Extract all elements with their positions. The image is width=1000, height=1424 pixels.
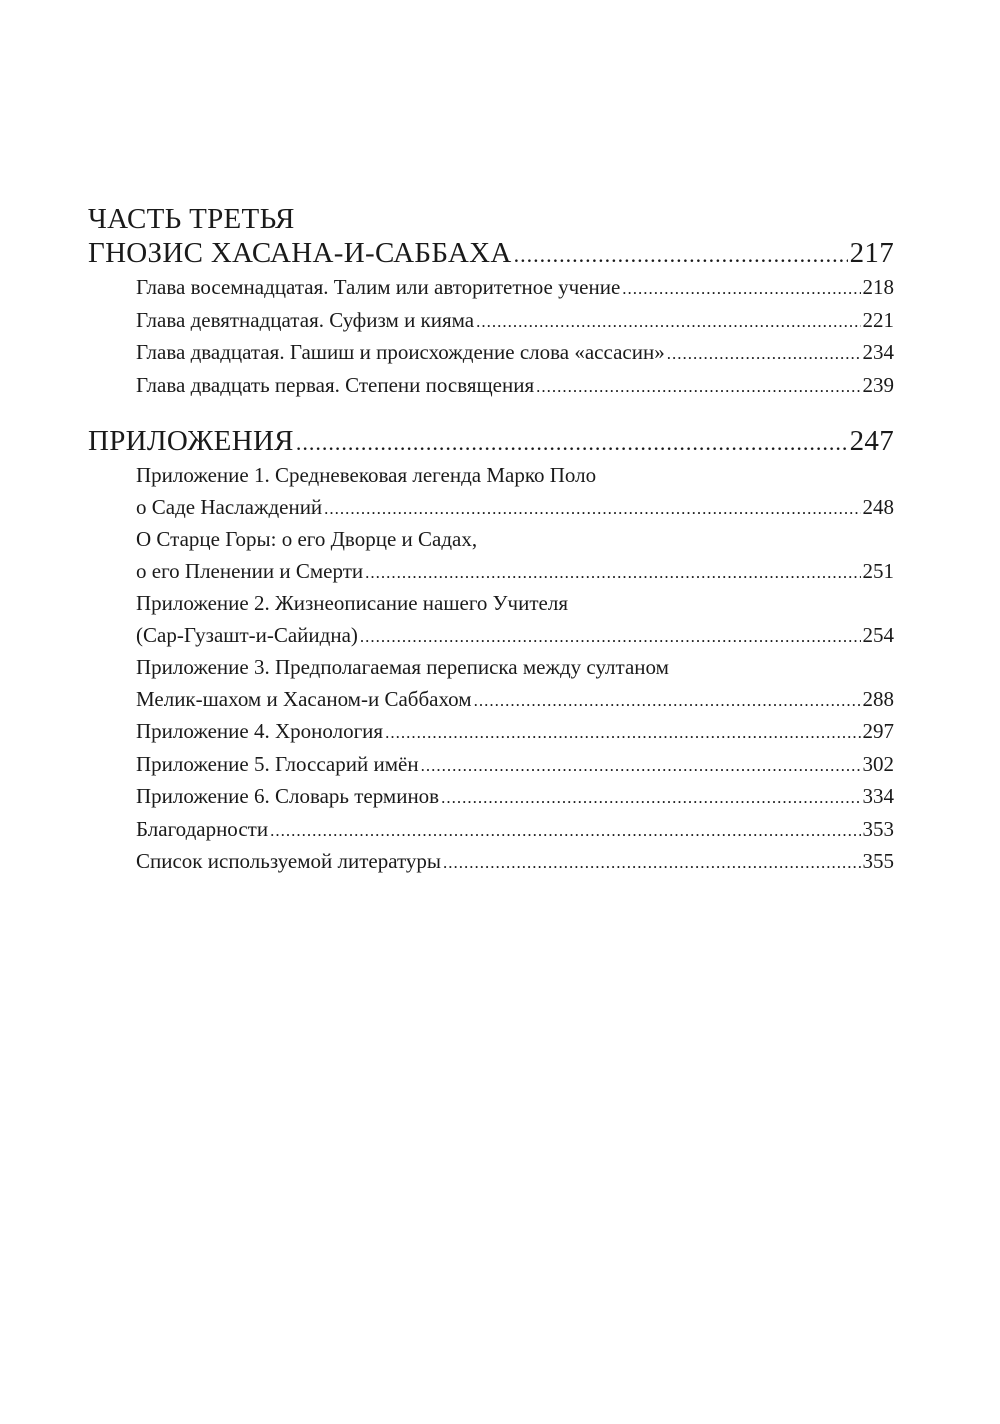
entry-title-line2: Мелик-шахом и Хасаном-и Саббахом [136, 686, 472, 711]
part-label: ЧАСТЬ ТРЕТЬЯ [88, 203, 295, 235]
leader-dots [474, 685, 861, 717]
page-number: 353 [862, 816, 894, 841]
entry-title-line1[interactable]: Приложение 2. Жизнеописание нашего Учителя [136, 591, 568, 615]
entry-title-line2: (Сар-Гузашт-и-Сайидна) [136, 622, 358, 647]
section-spacer [88, 402, 894, 424]
appendices-title: ПРИЛОЖЕНИЯ [88, 425, 294, 457]
page-number: 217 [849, 237, 894, 269]
leader-dots [421, 750, 861, 782]
entry-title: Глава девятнадцатая. Суфизм и кияма [136, 307, 475, 332]
entry-title: Благодарности [136, 816, 269, 841]
toc-entry[interactable] [88, 305, 894, 338]
entry-title-line1[interactable]: Приложение 3. Предполагаемая переписка между султаном [136, 655, 669, 679]
entry-title: Приложение 5. Глоссарий имён [136, 751, 419, 776]
toc-entry[interactable] [88, 620, 894, 653]
page-number: 218 [862, 275, 894, 299]
part-title: ГНОЗИС ХАСАНА-И-САББАХА [88, 237, 512, 269]
leader-dots [365, 557, 860, 589]
entry-title: Глава восемнадцатая. Талим или авторитетное учение [136, 275, 621, 299]
entry-title-line1[interactable]: О Старце Горы: о его Дворце и Садах, [136, 527, 478, 551]
page-number: 221 [862, 307, 894, 332]
toc-entry[interactable] [88, 846, 894, 879]
page-number: 239 [862, 372, 894, 397]
leader-dots [667, 338, 861, 370]
entry-title: Глава двадцатая. Гашиш и происхождение слова «ассасин» [136, 340, 665, 364]
leader-dots [441, 782, 860, 814]
page-number: 251 [862, 558, 894, 583]
entry-title: Глава двадцать первая. Степени посвящения [136, 372, 535, 397]
leader-dots [443, 847, 860, 879]
entry-title: Список используемой литературы [136, 849, 442, 873]
table-of-contents [88, 202, 894, 879]
page-number: 234 [862, 340, 894, 364]
leader-dots [324, 493, 860, 525]
page-number: 302 [862, 751, 894, 776]
part-title-entry[interactable] [88, 236, 894, 272]
leader-dots [270, 815, 860, 847]
entry-title: Приложение 4. Хронология [136, 719, 384, 743]
leader-dots [360, 621, 861, 653]
toc-entry[interactable] [88, 716, 894, 749]
page-number: 297 [862, 719, 894, 743]
entry-title-line1[interactable]: Приложение 1. Средневековая легенда Марко Поло [136, 463, 597, 487]
page-number: 334 [862, 784, 894, 808]
toc-entry[interactable] [88, 556, 894, 589]
leader-dots [476, 306, 860, 338]
toc-entry[interactable] [88, 684, 894, 717]
page-number: 248 [862, 494, 894, 519]
toc-entry[interactable] [88, 337, 894, 370]
page-number: 254 [862, 622, 894, 647]
toc-entry[interactable] [88, 492, 894, 525]
page-number: 355 [862, 849, 894, 873]
leader-dots [536, 371, 860, 403]
toc-entry[interactable] [88, 272, 894, 305]
toc-entry[interactable] [88, 781, 894, 814]
leader-dots [385, 717, 860, 749]
page-number: 247 [849, 425, 894, 457]
toc-entry[interactable] [88, 749, 894, 782]
page-number: 288 [862, 686, 894, 711]
toc-entry[interactable] [88, 814, 894, 847]
entry-title-line2: о Саде Наслаждений [136, 494, 323, 519]
toc-entry[interactable] [88, 370, 894, 403]
leader-dots [514, 238, 848, 272]
leader-dots [296, 426, 848, 460]
entry-title-line2: о его Пленении и Смерти [136, 558, 364, 583]
entry-title: Приложение 6. Словарь терминов [136, 784, 440, 808]
appendices-title-entry[interactable] [88, 424, 894, 460]
leader-dots [622, 273, 860, 305]
